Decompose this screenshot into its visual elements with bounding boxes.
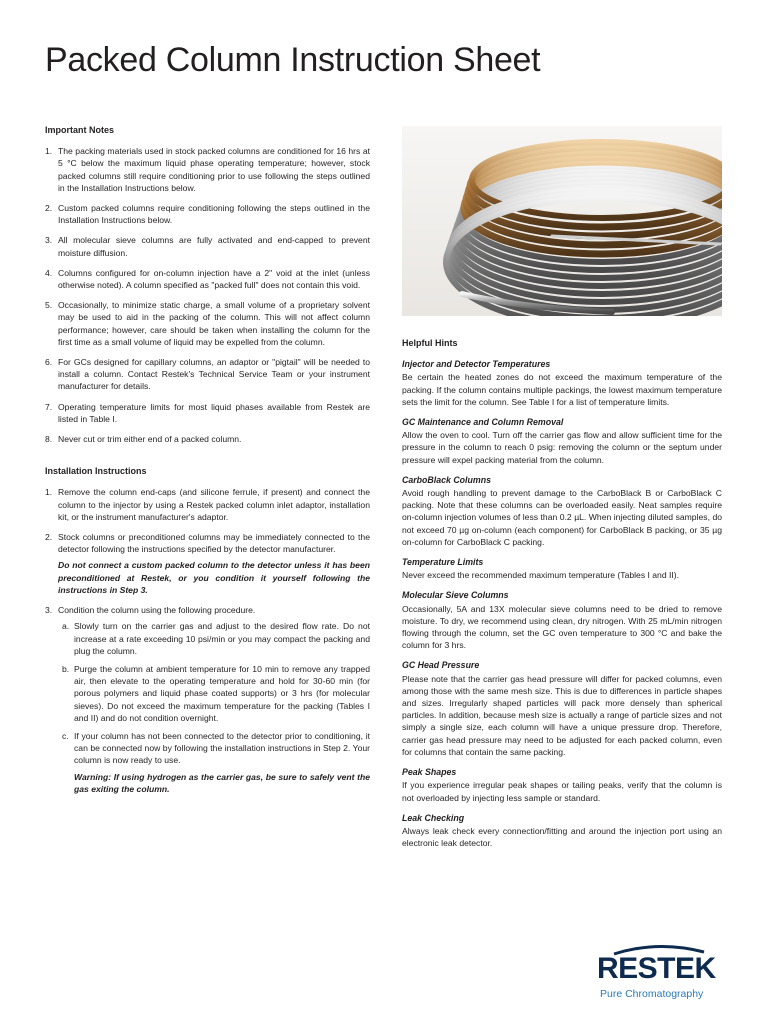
list-item: 3. Condition the column using the following procedure. a. Slowly turn on the carrier gas and adjust to the desired flow rate. Do not increase at a rate exceeding 10 psi/min or you may compact the packing and plug the column. b. Purge the column at ambient temperature for 10 min to remove any trapped air, then elevate to the operating temperature and hold for 30-60 min (for porous polymers and liquid phase coated supports) or 3 hrs (for molecular sieves). Do not exceed the maximum temperature for the packing (Tables I and II) and do not condition overnight. c. If your column has not been connected to the detector prior to conditioning, it can be connected now by following the installation instructions in Step 2. Your column is now ready to use. Warning: If using hydrogen as the carrier gas, be sure to safely vent the gas exiting the column.	[45, 605, 370, 794]
logo-tagline: Pure Chromatography	[600, 988, 704, 1000]
hint-peak-shapes: Peak Shapes If you experience irregular peak shapes or tailing peaks, verify that the column is not overloaded by injecting less sample or standard.	[402, 767, 722, 803]
custom-column-warning: Do not connect a custom packed column to the detector unless it has been preconditioned at Restek, or you condition it yourself following the instructions in Step 3.	[58, 560, 370, 595]
list-item: 8. Never cut or trim either end of a packed column.	[45, 434, 242, 445]
sub-list-item: a. Slowly turn on the carrier gas and adjust to the desired flow rate. Do not increase at a rate exceeding 10 psi/min or you may compact the packing and plug the column.	[62, 621, 370, 656]
restek-logo	[596, 942, 726, 1002]
list-item: 1. Remove the column end-caps (and silicone ferrule, if present) and connect the column to the injector by using a Restek packed column inlet adaptor, installation kit, or the instrument manufacturer's adaptor.	[45, 487, 370, 522]
important-notes-list	[45, 145, 370, 445]
installation-list	[45, 486, 370, 794]
hint-leak-checking: Leak Checking Always leak check every connection/fitting and around the injection port using an electronic leak detector.	[402, 812, 722, 849]
hint-molecular-sieve-columns: Molecular Sieve Columns Occasionally, 5A and 13X molecular sieve columns need to be dried to remove moisture. To dry, we recommend using clean, dry nitrogen. With 25 mL/min nitrogen flowing through the column, set the GC oven temperature to 300 °C and bake the column for 3 hrs.	[402, 590, 722, 651]
hint-gc-head-pressure: GC Head Pressure Please note that the carrier gas head pressure will differ for packed columns, even among those with the same mesh size. This is due to differences in particle shapes and sizes. Irregularly shaped particles will pack more densely than spherical particles. In addition, because mesh size is actually a range of particle sizes and not simply a single size, each column will have a unique pressure drop. Therefore, carrier gas head pressure may need to be adjusted for each packed column, even for columns that contain the same packing.	[402, 660, 722, 757]
coiled-column-photo	[402, 126, 722, 316]
important-notes-heading: Important Notes	[45, 125, 115, 135]
list-item: 1. The packing materials used in stock packed columns are conditioned for 16 hrs at 5 °C below the maximum liquid phase operating temperature; however, stock packed columns still require conditioning prior to use following the steps outlined in the Installation Instructions below.	[45, 146, 370, 193]
list-item: 2. Stock columns or preconditioned columns may be immediately connected to the detector following the instructions specified by the detector manufacturer. Do not connect a custom packed column to the detector unless it has been preconditioned at Restek, or you condition it yourself following the instructions in Step 3.	[45, 532, 370, 595]
hint-carboblack-columns: CarboBlack Columns Avoid rough handling to prevent damage to the CarboBlack B or CarboBlack C packing. Note that these columns can be overloaded easily. Neat samples require on-column injection volumes of less than 0.2 µL. When injecting diluted samples, do not exceed 70 µg on-column (each component) for CarboBlack B packing, or 35 µg on-column for CarboBlack C packing.	[402, 474, 722, 547]
right-column	[402, 337, 722, 857]
installation-section	[45, 465, 370, 795]
helpful-hints-heading: Helpful Hints	[402, 338, 458, 348]
sub-list-item: b. Purge the column at ambient temperature for 10 min to remove any trapped air, then elevate to the operating temperature and hold for 30-60 min (for porous polymers and liquid phase coated supports) or 3 hrs (for molecular sieves). Do not exceed the maximum temperature for the packing (Tables I and II) and do not condition overnight.	[62, 663, 370, 723]
list-item: 5. Occasionally, to minimize static charge, a small volume of a proprietary solvent may be used to aid in the packing of the column. This will not affect column performance; however, care should be taken when installing the column for the first time as a small volume of liquid may be expelled from the column.	[45, 300, 370, 347]
list-item: 2. Custom packed columns require conditioning following the steps outlined in the Installation Instructions below.	[45, 203, 370, 226]
hint-injector-detector-temperatures: Injector and Detector Temperatures Be certain the heated zones do not exceed the maximum temperature of the packing. If the column contains multiple packings, the lowest maximum temperature sets the limit for the column. See Table I for a list of temperature limits.	[402, 359, 722, 407]
list-item: 3. All molecular sieve columns are fully activated and end-capped to prevent moisture diffusion.	[45, 235, 370, 258]
installation-heading: Installation Instructions	[45, 466, 147, 477]
list-item: 4. Columns configured for on-column injection have a 2" void at the inlet (unless otherwise noted). A column specified as "packed full" does not contain this void.	[45, 267, 370, 291]
sub-list-item: c. If your column has not been connected to the detector prior to conditioning, it can be connected now by following the installation instructions in Step 2. Your column is now ready to use. Warning: If using hydrogen as the carrier gas, be sure to safely vent the gas exiting the column.	[62, 730, 370, 794]
page-title: Packed Column Instruction Sheet	[45, 41, 541, 79]
hydrogen-warning: Warning: If using hydrogen as the carrier gas, be sure to safely vent the gas exiting the column.	[74, 771, 370, 794]
conditioning-steps	[58, 620, 370, 795]
hint-gc-maintenance: GC Maintenance and Column Removal Allow the oven to cool. Turn off the carrier gas flow and allow sufficient time for the pressure in the column to reach 0 psig: removing the column or the septum under pressure will expel packing material from the column.	[402, 417, 722, 465]
left-column	[45, 124, 370, 803]
logo-wordmark: RESTEK	[597, 952, 716, 985]
list-item: 7. Operating temperature limits for most liquid phases available from Restek are listed in Table I.	[45, 401, 370, 424]
hint-temperature-limits: Temperature Limits Never exceed the recommended maximum temperature (Tables I and II).	[402, 557, 680, 581]
important-notes-section	[45, 124, 370, 445]
coiled-tubing-illustration	[402, 126, 722, 316]
list-item: 6. For GCs designed for capillary columns, an adaptor or "pigtail" will be needed to install a column. Contact Restek's Technical Service Team or your instrument manufacturer for details.	[45, 357, 370, 392]
